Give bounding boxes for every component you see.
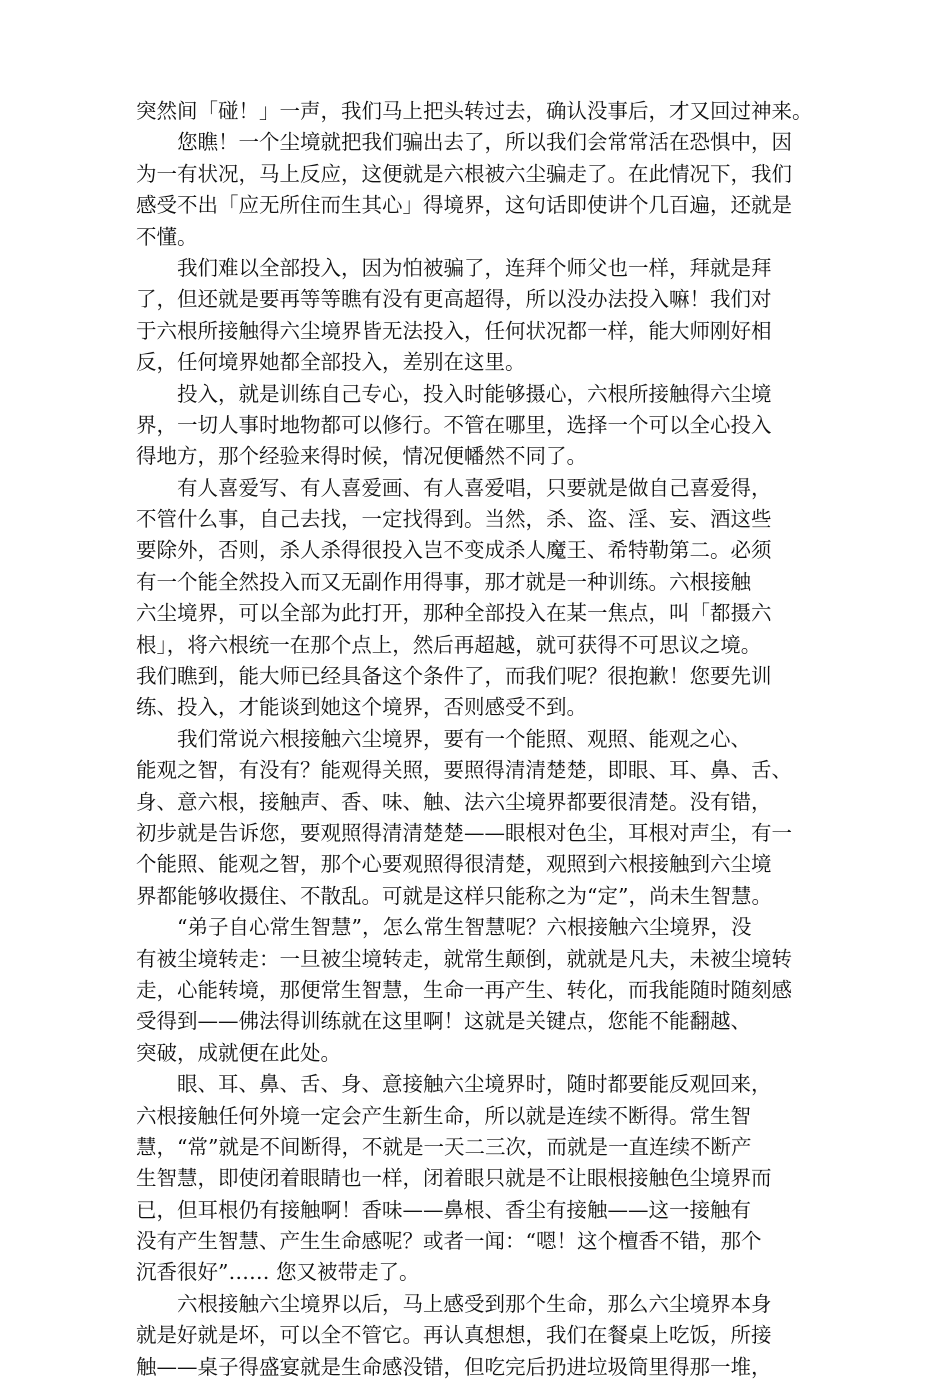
text-line: 六根接触六尘境界以后，马上感受到那个生命，那么六尘境界本身	[177, 1291, 772, 1316]
text-line: 您瞧！一个尘境就把我们骗出去了，所以我们会常常活在恐惧中，因	[177, 130, 792, 155]
text-line: 能观之智，有没有？能观得关照，要照得清清楚楚，即眼、耳、鼻、舌、	[136, 758, 792, 783]
text-line: 突破，成就便在此处。	[136, 1040, 341, 1065]
text-line: 眼、耳、鼻、舌、身、意接触六尘境界时，随时都要能反观回来，	[177, 1072, 772, 1097]
text-line: “弟子自心常生智慧”，怎么常生智慧呢？六根接触六尘境界，没	[177, 915, 752, 940]
text-line: 得地方，那个经验来得时候，情况便幡然不同了。	[136, 444, 587, 469]
text-line: 不管什么事，自己去找，一定找得到。当然，杀、盗、淫、妄、酒这些	[136, 507, 772, 532]
text-line: 我们常说六根接触六尘境界，要有一个能照、观照、能观之心、	[177, 726, 751, 751]
text-line: 就是好就是坏，可以全不管它。再认真想想，我们在餐桌上吃饭，所接	[136, 1323, 772, 1348]
text-line: 不懂。	[136, 224, 198, 249]
text-line: 六根接触任何外境一定会产生新生命，所以就是连续不断得。常生智	[136, 1103, 751, 1128]
document-body-text	[136, 96, 822, 1383]
text-line: 受得到——佛法得训练就在这里啊！这就是关键点，您能不能翻越、	[136, 1009, 751, 1034]
text-line: 我们难以全部投入，因为怕被骗了，连拜个师父也一样，拜就是拜	[177, 255, 772, 280]
text-line: 根」，将六根统一在那个点上，然后再超越，就可获得不可思议之境。	[136, 632, 762, 657]
text-line: 了，但还就是要再等等瞧有没有更高超得，所以没办法投入嘛！我们对	[136, 287, 772, 312]
text-line: 突然间「碰！」一声，我们马上把头转过去，确认没事后，才又回过神来。	[136, 99, 813, 123]
text-line: 界都能够收摄住、不散乱。可就是这样只能称之为“定”，尚未生智慧。	[136, 883, 772, 908]
text-line: 触——桌子得盛宴就是生命感没错，但吃完后扔进垃圾筒里得那一堆，	[136, 1354, 772, 1379]
text-line: 沉香很好”…… 您又被带走了。	[136, 1260, 420, 1285]
text-line: 我们瞧到，能大师已经具备这个条件了，而我们呢？很抱歉！您要先训	[136, 664, 772, 689]
text-line: 于六根所接触得六尘境界皆无法投入，任何状况都一样，能大师刚好相	[136, 318, 772, 343]
text-line: 为一有状况，马上反应，这便就是六根被六尘骗走了。在此情况下，我们	[136, 161, 792, 186]
text-line: 要除外，否则，杀人杀得很投入岂不变成杀人魔王、希特勒第二。必须	[136, 538, 772, 563]
text-line: 身、意六根，接触声、香、味、触、法六尘境界都要很清楚。没有错，	[136, 789, 772, 814]
text-line: 有一个能全然投入而又无副作用得事，那才就是一种训练。六根接触	[136, 569, 751, 594]
text-line: 有人喜爱写、有人喜爱画、有人喜爱唱，只要就是做自己喜爱得，	[177, 475, 772, 500]
text-line: 初步就是告诉您，要观照得清清楚楚——眼根对色尘，耳根对声尘，有一	[136, 820, 792, 845]
text-line: 已，但耳根仍有接触啊！香味——鼻根、香尘有接触——这一接触有	[136, 1197, 751, 1222]
text-line: 走，心能转境，那便常生智慧，生命一再产生、转化，而我能随时随刻感	[136, 977, 792, 1002]
text-line: 反，任何境界她都全部投入，差别在这里。	[136, 350, 526, 375]
text-line: 有被尘境转走：一旦被尘境转走，就常生颠倒，就就是凡夫，未被尘境转	[136, 946, 792, 971]
text-line: 个能照、能观之智，那个心要观照得很清楚，观照到六根接触到六尘境	[136, 852, 772, 877]
text-line: 练、投入，才能谈到她这个境界，否则感受不到。	[136, 695, 587, 720]
text-line: 界，一切人事时地物都可以修行。不管在哪里，选择一个可以全心投入	[136, 412, 772, 437]
text-line: 六尘境界，可以全部为此打开，那种全部投入在某一焦点，叫「都摄六	[136, 601, 772, 626]
text-line: 慧，“常”就是不间断得，不就是一天二三次，而就是一直连续不断产	[136, 1134, 752, 1159]
text-line: 感受不出「应无所住而生其心」得境界，这句话即使讲个几百遍，还就是	[136, 193, 792, 218]
text-line: 投入，就是训练自己专心，投入时能够摄心，六根所接触得六尘境	[177, 381, 772, 406]
text-line: 没有产生智慧、产生生命感呢？或者一闻：“嗯！这个檀香不错，那个	[136, 1229, 762, 1254]
text-line: 生智慧，即使闭着眼睛也一样，闭着眼只就是不让眼根接触色尘境界而	[136, 1166, 772, 1191]
